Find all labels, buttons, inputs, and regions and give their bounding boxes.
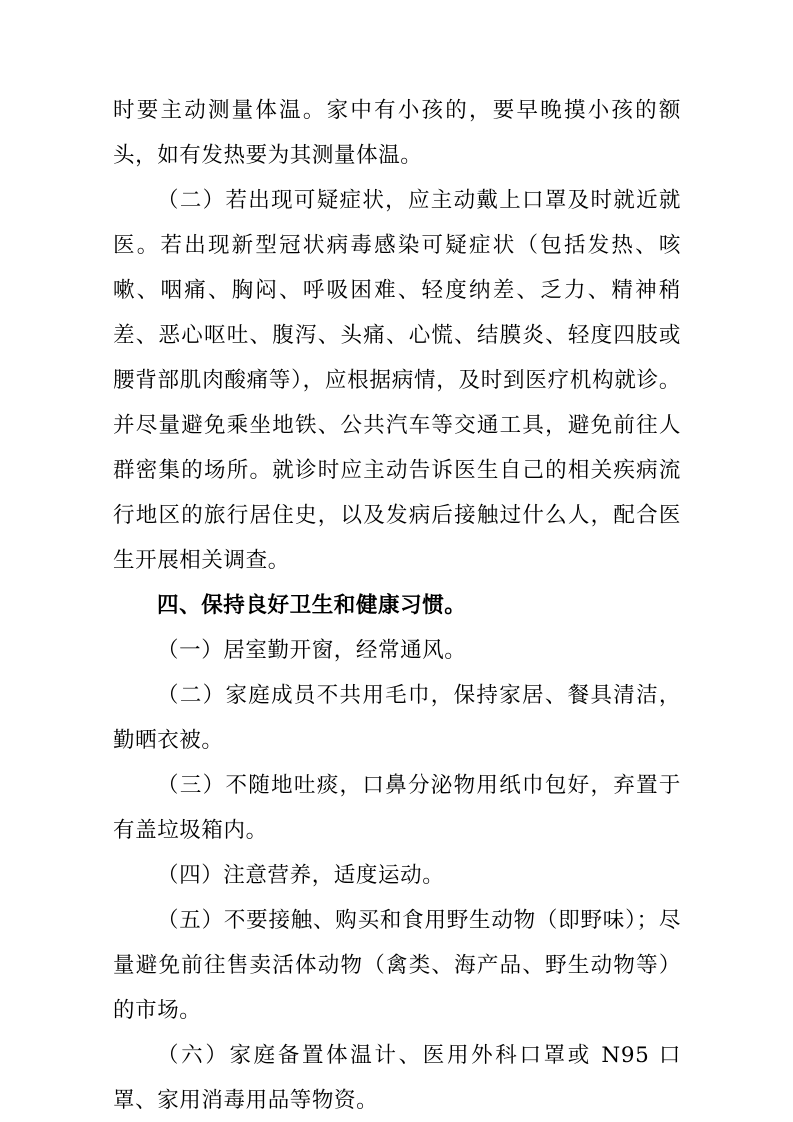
paragraph: （二）家庭成员不共用毛巾，保持家居、餐具清洁，勤晒衣被。	[113, 683, 681, 753]
paragraph: （三）不随地吐痰，口鼻分泌物用纸巾包好，弃置于有盖垃圾箱内。	[113, 773, 681, 843]
paragraph: （四）注意营养，适度运动。	[157, 863, 445, 888]
paragraph: 时要主动测量体温。家中有小孩的，要早晚摸小孩的额头，如有发热要为其测量体温。	[113, 98, 681, 168]
paragraph: （二）若出现可疑症状，应主动戴上口罩及时就近就医。若出现新型冠状病毒感染可疑症状（包括发热、咳嗽、咽痛、胸闷、呼吸困难、轻度纳差、乏力、精神稍差、恶心呕吐、腹泻、头痛、心慌、结膜炎、轻度四肢或腰背部肌肉酸痛等），应根据病情，及时到医疗机构就诊。并尽量避免乘坐地铁、公共汽车等交通工具，避免前往人群密集的场所。就诊时应主动告诉医生自己的相关疾病流行地区的旅行居住史，以及发病后接触过什么人，配合医生开展相关调查。	[113, 188, 681, 573]
section-heading: 四、保持良好卫生和健康习惯。	[157, 593, 467, 618]
document-body	[113, 88, 681, 1122]
paragraph: （一）居室勤开窗，经常通风。	[157, 638, 467, 663]
paragraph: （六）家庭备置体温计、医用外科口罩或 N95 口罩、家用消毒用品等物资。	[113, 1043, 681, 1113]
paragraph: （五）不要接触、购买和食用野生动物（即野味）；尽量避免前往售卖活体动物（禽类、海产品、野生动物等）的市场。	[113, 908, 681, 1023]
